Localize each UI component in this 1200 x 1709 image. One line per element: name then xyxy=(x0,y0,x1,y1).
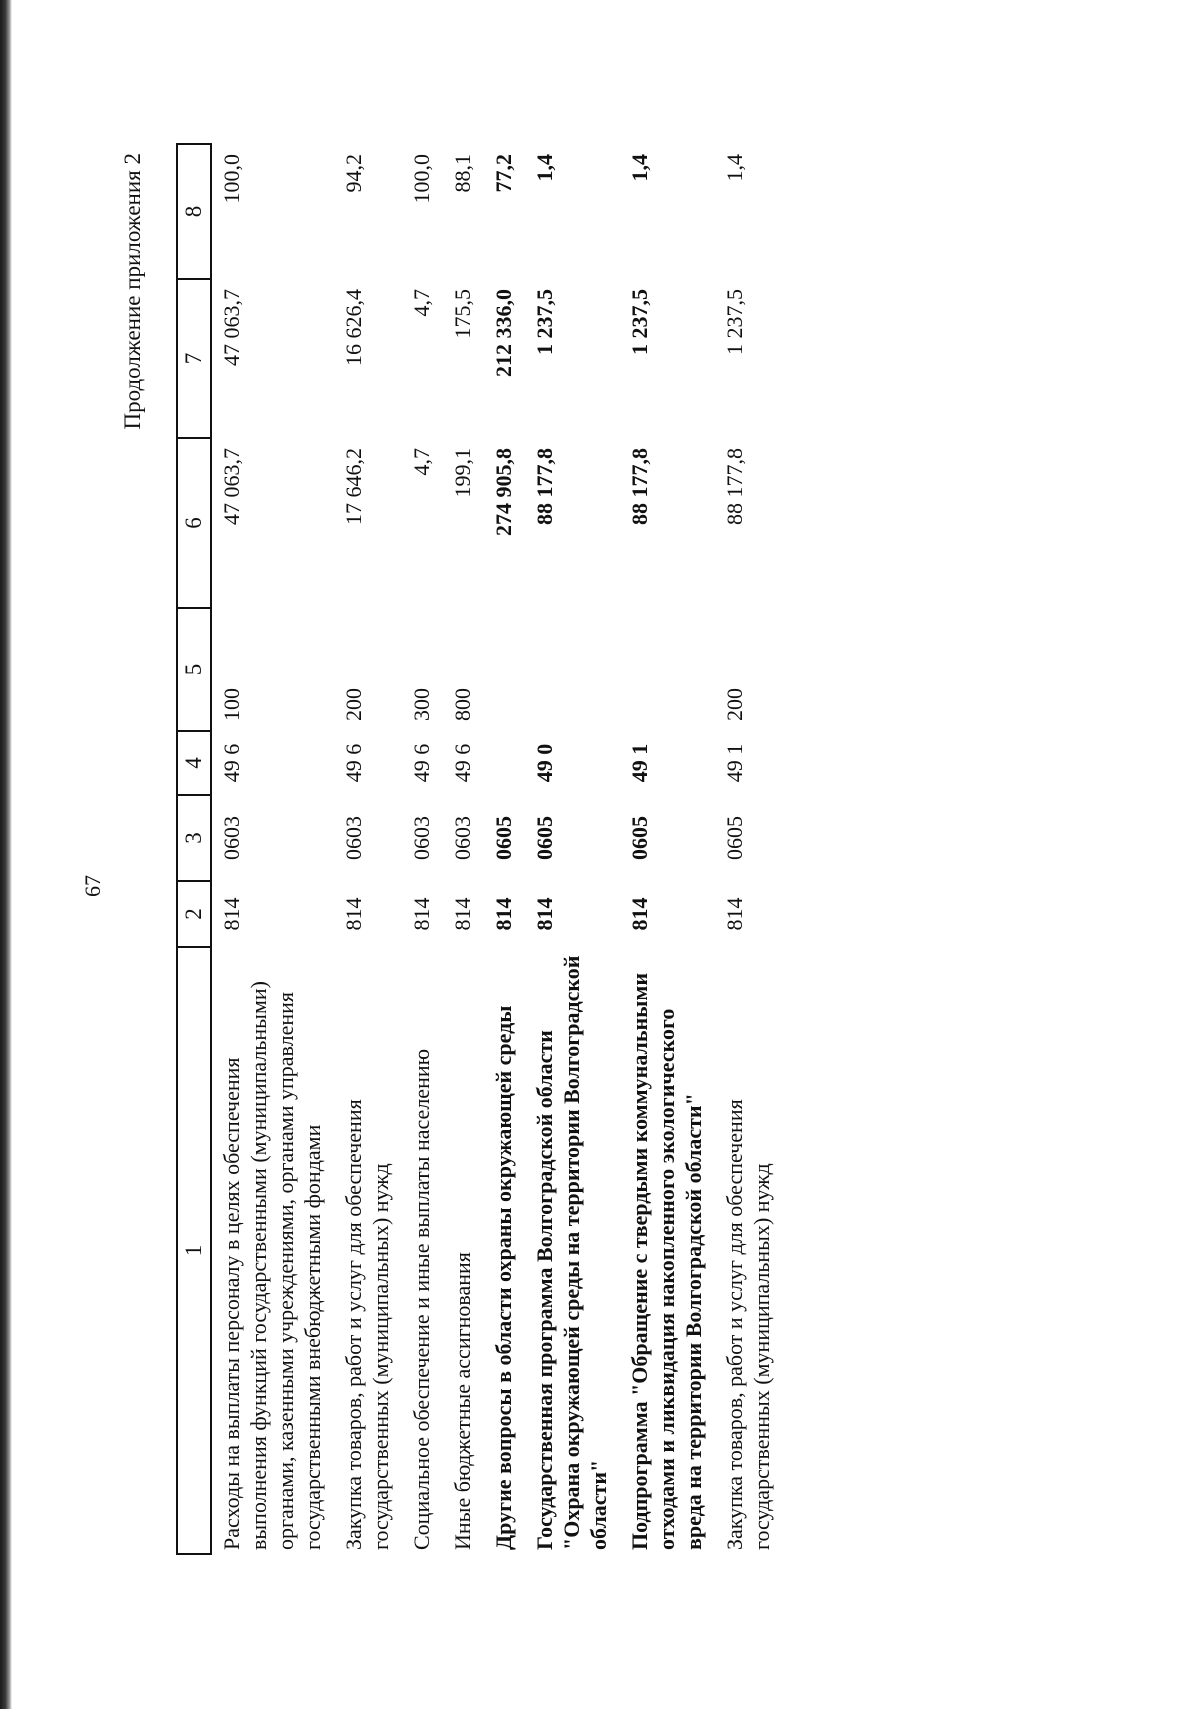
row-name: Подпрограмма "Обращение с твердыми коммунальными отходами и ликвидация накопленного экологического вреда на территории Волгоградской области" xyxy=(627,972,706,1550)
cell-plan: 88 177,8 xyxy=(532,448,557,525)
cell-admin-code: 814 xyxy=(219,897,244,931)
cell-actual: 1 237,5 xyxy=(627,289,652,355)
row-name: Государственная программа Волгоградской области "Охрана окружающей среды на территории Волгоградской области" xyxy=(532,955,611,1550)
cell-expense-type: 200 xyxy=(722,688,747,721)
cell-percent: 100,0 xyxy=(219,154,244,204)
row-name: Закупка товаров, работ и услуг для обеспечения государственных (муниципальных) нужд xyxy=(722,1099,774,1550)
cell-section-code: 0605 xyxy=(627,816,652,860)
page-number: 67 xyxy=(80,875,105,897)
cell-plan: 47 063,7 xyxy=(219,448,244,525)
cell-actual: 1 237,5 xyxy=(532,289,557,355)
table-row xyxy=(612,144,707,1554)
cell-expense-type: 100 xyxy=(219,688,244,721)
cell-plan: 4,7 xyxy=(409,448,434,476)
cell-actual: 212 336,0 xyxy=(491,289,516,377)
budget-table xyxy=(176,143,775,1555)
appendix-caption: Продолжение приложения 2 xyxy=(120,153,145,430)
cell-plan: 17 646,2 xyxy=(341,448,366,525)
column-header: 6 xyxy=(177,438,211,608)
cell-admin-code: 814 xyxy=(409,897,434,931)
cell-expense-type: 300 xyxy=(409,688,434,721)
column-header: 3 xyxy=(177,795,211,881)
row-name: Иные бюджетные ассигнования xyxy=(450,1252,475,1550)
table-row xyxy=(476,144,517,1554)
table-header-row xyxy=(177,144,211,1554)
cell-admin-code: 814 xyxy=(722,897,747,931)
cell-section-code: 0605 xyxy=(491,816,516,860)
cell-admin-code: 814 xyxy=(450,897,475,931)
cell-section-code: 0603 xyxy=(341,816,366,860)
column-header: 1 xyxy=(177,947,211,1554)
cell-expense-type xyxy=(517,608,612,731)
cell-admin-code: 814 xyxy=(532,897,557,931)
cell-percent: 100,0 xyxy=(409,154,434,204)
cell-actual: 47 063,7 xyxy=(219,289,244,366)
column-header: 4 xyxy=(177,731,211,795)
column-header: 2 xyxy=(177,881,211,947)
cell-percent: 77,2 xyxy=(491,154,516,193)
cell-plan: 199,1 xyxy=(450,448,475,498)
cell-target-code: 49 1 xyxy=(627,743,652,783)
cell-admin-code: 814 xyxy=(491,897,516,931)
cell-target-code: 49 6 xyxy=(341,743,366,783)
row-name: Закупка товаров, работ и услуг для обеспечения государственных (муниципальных) нужд xyxy=(341,1099,393,1550)
cell-percent: 88,1 xyxy=(450,154,475,193)
cell-target-code xyxy=(476,731,517,795)
cell-target-code: 49 1 xyxy=(722,743,747,783)
cell-admin-code: 814 xyxy=(341,897,366,931)
cell-section-code: 0605 xyxy=(722,816,747,860)
table-row xyxy=(435,144,476,1554)
cell-plan: 274 905,8 xyxy=(491,448,516,536)
cell-percent: 1,4 xyxy=(722,154,747,182)
table-row xyxy=(211,144,326,1554)
row-name: Расходы на выплаты персоналу в целях обеспечения выполнения функций государственными (муниципальными) органами, казенными учреждениями, органами управления государственными внебюджетными фондами xyxy=(219,981,325,1550)
cell-section-code: 0603 xyxy=(409,816,434,860)
cell-section-code: 0603 xyxy=(219,816,244,860)
cell-actual: 175,5 xyxy=(450,289,475,339)
cell-plan: 88 177,8 xyxy=(722,448,747,525)
cell-section-code: 0605 xyxy=(532,816,557,860)
cell-expense-type: 800 xyxy=(450,688,475,721)
cell-expense-type xyxy=(476,608,517,731)
cell-section-code: 0603 xyxy=(450,816,475,860)
cell-expense-type: 200 xyxy=(341,688,366,721)
cell-target-code: 49 6 xyxy=(450,743,475,783)
cell-actual: 1 237,5 xyxy=(722,289,747,355)
table-row xyxy=(707,144,775,1554)
row-name: Социальное обеспечение и иные выплаты населению xyxy=(409,1048,434,1550)
table-row xyxy=(326,144,394,1554)
cell-target-code: 49 6 xyxy=(219,743,244,783)
cell-percent: 1,4 xyxy=(532,154,557,182)
cell-target-code: 49 6 xyxy=(409,743,434,783)
cell-target-code: 49 0 xyxy=(532,743,557,783)
table-row xyxy=(517,144,612,1554)
cell-percent: 94,2 xyxy=(341,154,366,193)
cell-expense-type xyxy=(612,608,707,731)
cell-admin-code: 814 xyxy=(627,897,652,931)
row-name: Другие вопросы в области охраны окружающей среды xyxy=(491,1005,516,1550)
column-header: 5 xyxy=(177,608,211,731)
cell-actual: 16 626,4 xyxy=(341,289,366,366)
cell-percent: 1,4 xyxy=(627,154,652,182)
table-row xyxy=(394,144,435,1554)
column-header: 8 xyxy=(177,144,211,279)
cell-plan: 88 177,8 xyxy=(627,448,652,525)
column-header: 7 xyxy=(177,279,211,438)
cell-actual: 4,7 xyxy=(409,289,434,317)
